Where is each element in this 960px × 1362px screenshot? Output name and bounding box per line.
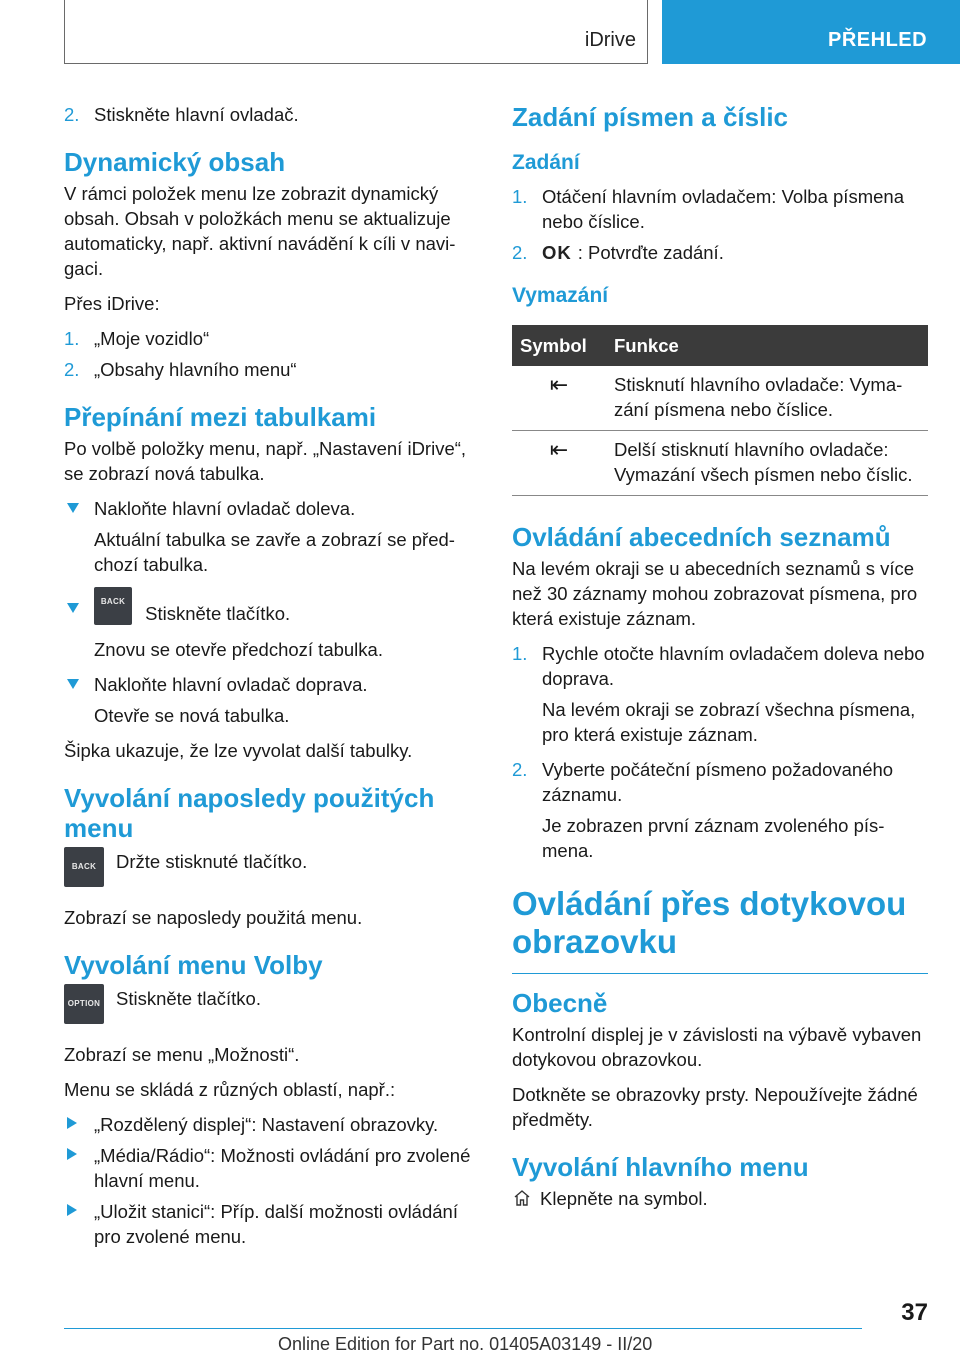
header-chapter-tab[interactable]: PŘEHLED	[662, 0, 960, 64]
step-number: 1.	[64, 328, 80, 349]
step-number: 2.	[64, 359, 80, 380]
left-column	[64, 102, 482, 1255]
paragraph: Zobrazí se menu „Možnosti“.	[64, 1044, 300, 1065]
bullet-text: Nakloňte hlavní ovladač doprava.	[94, 674, 368, 695]
section-title-alpha-lists: Ovládání abecedních seznamů	[512, 522, 891, 552]
delete-arrow-icon: ⇤	[512, 431, 606, 496]
chapter-title-touchscreen: Ovládání přes dotykovou obrazovku	[512, 885, 928, 974]
ok-icon: OK	[542, 242, 572, 263]
paragraph: Dotkněte se obrazovky prsty. Nepoužívejte žádné předměty.	[512, 1084, 918, 1130]
header-frame	[64, 0, 648, 64]
step-text: Otáčení hlavním ovladačem: Volba písmena nebo číslice.	[542, 186, 904, 232]
step-text: Rychle otočte hlavním ovladačem doleva nebo doprava.	[542, 643, 925, 689]
home-icon	[512, 1188, 532, 1208]
section-title-main-menu: Vyvolání hlavního menu	[512, 1152, 809, 1182]
step-number: 2.	[512, 242, 528, 263]
table-header: Symbol	[512, 325, 606, 366]
button-instruction	[64, 984, 482, 1032]
triangle-bullet-icon	[67, 679, 79, 689]
triangle-bullet-icon	[67, 1117, 77, 1129]
bullet-result: Otevře se nová tabulka.	[94, 705, 290, 726]
triangle-bullet-icon	[67, 603, 79, 613]
bullet-text: Stiskněte tlačítko.	[145, 603, 291, 624]
paragraph: Přes iDrive:	[64, 293, 160, 314]
header-section-title: iDrive	[584, 29, 636, 51]
paragraph: Šipka ukazuje, že lze vyvolat další tabulky.	[64, 740, 413, 761]
paragraph: Menu se skládá z různých oblastí, např.:	[64, 1079, 396, 1100]
triangle-bullet-icon	[67, 1148, 77, 1160]
table-row	[512, 366, 928, 431]
table-header-row	[512, 325, 928, 366]
instruction-text: Držte stisknuté tlačítko.	[116, 851, 308, 872]
list-item	[512, 184, 928, 234]
footer-edition	[278, 1332, 652, 1357]
subsection-title-entry: Zadání	[512, 151, 580, 174]
section-title-options-menu: Vyvolání menu Volby	[64, 950, 323, 980]
bullet-item	[64, 1143, 482, 1193]
table-cell: Stisknutí hlavního ovladače: Vymazání písmena nebo číslice.	[606, 366, 928, 431]
paragraph: Po volbě položky menu, např. „Nastavení iDrive“, se zobrazí nová tabulka.	[64, 438, 467, 484]
section-title-general: Obecně	[512, 988, 608, 1018]
section-title-switch-tables: Přepínání mezi tabulkami	[64, 402, 377, 432]
step-result: Je zobrazen první záznam zvoleného písmena.	[542, 815, 885, 861]
step-number: 1.	[512, 186, 528, 207]
list-item	[512, 757, 928, 807]
paragraph: Zobrazí se naposledy použitá menu.	[64, 907, 363, 928]
page-number: 37	[901, 1299, 928, 1326]
step-text: Vyberte počáteční písmeno požadovaného záznamu.	[542, 759, 894, 805]
right-column	[512, 102, 928, 1211]
step-text: Stiskněte hlavní ovladač.	[94, 104, 299, 125]
footer-divider	[64, 1328, 862, 1329]
bullet-text: „Rozdělený displej“: Nastavení obrazovky.	[94, 1114, 439, 1135]
edition-text: Online Edition for Part no. 01405A03149 - II/20	[278, 1334, 653, 1354]
triangle-bullet-icon	[67, 1204, 77, 1216]
paragraph: V rámci položek menu lze zobrazit dynamický obsah. Obsah v položkách menu se aktualizuje automaticky, např. aktivní navádění k cíli v navigaci.	[64, 183, 456, 279]
delete-arrow-icon: ⇤	[512, 366, 606, 431]
step-text: „Moje vozidlo“	[94, 328, 210, 349]
paragraph: Kontrolní displej je v závislosti na výbavě vybaven dotykovou obrazovkou.	[512, 1024, 922, 1070]
list-item	[64, 357, 482, 382]
triangle-bullet-icon	[67, 503, 79, 513]
back-button-icon: BACK	[64, 847, 104, 887]
paragraph: Na levém okraji se u abecedních seznamů s více než 30 záznamy mohou zobrazovat písmena, pro která existuje záznam.	[512, 558, 918, 629]
list-item	[512, 641, 928, 691]
section-title-recent-menus: Vyvolání naposledy použitých menu	[64, 783, 435, 843]
section-title-letters-digits: Zadání písmen a číslic	[512, 102, 788, 132]
bullet-text: Nakloňte hlavní ovladač doleva.	[94, 498, 356, 519]
table-header: Funkce	[606, 325, 928, 366]
step-number: 2.	[512, 759, 528, 780]
step-number: 1.	[512, 643, 528, 664]
bullet-text: „Média/Rádio“: Možnosti ovládání pro zvolené hlavní menu.	[94, 1145, 471, 1191]
table-cell: Delší stisknutí hlavního ovladače: Vymazání všech písmen nebo číslic.	[606, 431, 928, 496]
list-item	[64, 102, 482, 127]
back-button-icon: BACK	[94, 587, 132, 625]
bullet-item	[64, 496, 482, 521]
bullet-item	[64, 587, 482, 631]
bullet-item	[64, 1199, 482, 1249]
section-title-dynamic-content: Dynamický obsah	[64, 147, 286, 177]
instruction-line	[512, 1186, 928, 1211]
step-result: Na levém okraji se zobrazí všechna písmena, pro která existuje záznam.	[542, 699, 916, 745]
step-text: : Potvrďte zadání.	[577, 242, 724, 263]
list-item	[64, 326, 482, 351]
button-instruction	[64, 847, 482, 895]
instruction-text: Stiskněte tlačítko.	[116, 988, 261, 1009]
step-text: „Obsahy hlavního menu“	[94, 359, 297, 380]
symbol-table	[512, 325, 928, 496]
bullet-item	[64, 1112, 482, 1137]
bullet-text: „Uložit stanici“: Příp. další možnosti ovládání pro zvolené menu.	[94, 1201, 458, 1247]
bullet-result: Aktuální tabulka se zavře a zobrazí se předchozí tabulka.	[94, 529, 455, 575]
step-number: 2.	[64, 104, 80, 125]
bullet-item	[64, 672, 482, 697]
list-item	[512, 240, 928, 265]
option-button-icon: OPTION	[64, 984, 104, 1024]
subsection-title-delete: Vymazání	[512, 284, 609, 307]
table-row	[512, 431, 928, 496]
bullet-result: Znovu se otevře předchozí tabulka.	[94, 639, 383, 660]
instruction-text: Klepněte na symbol.	[540, 1188, 708, 1209]
